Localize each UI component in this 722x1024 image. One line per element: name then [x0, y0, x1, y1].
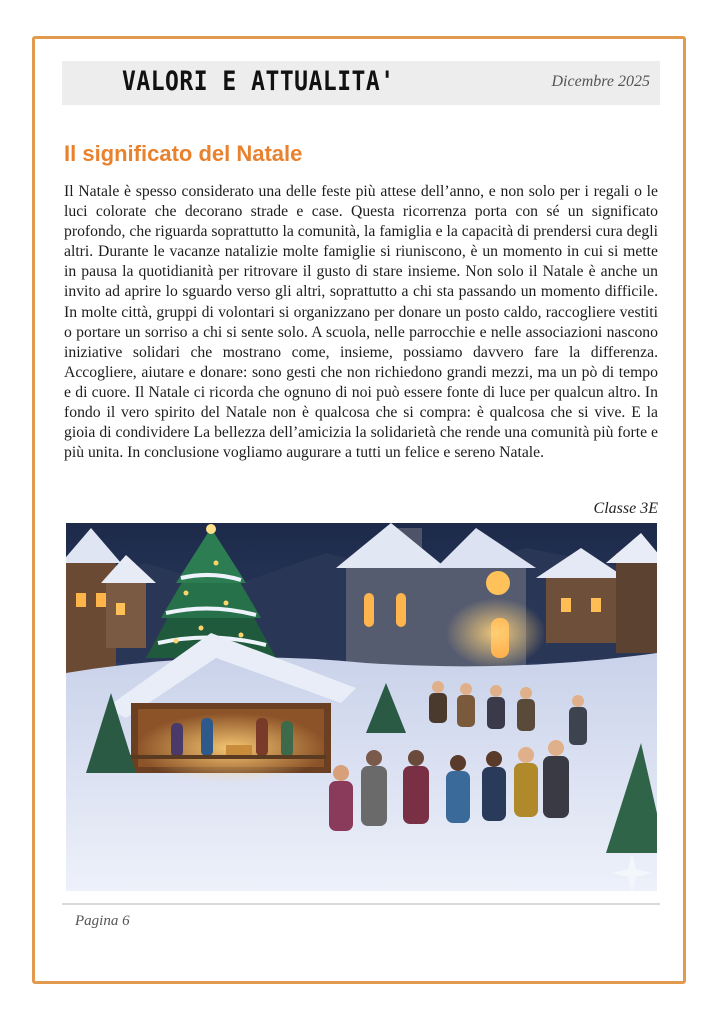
article-body: Il Natale è spesso considerato una delle feste più attese dell’anno, e non solo per i regali o le luci colorate che decorano strade e case. Questa ricorrenza porta con sé un significato profondo, che riguarda soprattutto la comunità, la famiglia e la capacità di prendersi cura degli altri. Durante le vacanze natalizie molte famiglie si riuniscono, è un momento in cui si mette in pausa la quotidianità per ritrovare il gusto di stare insieme. Non solo il Natale è anche un invito ad aprire lo sguardo verso gli altri, soprattutto a chi sta passando un momento difficile. In molte città, gruppi di volontari si organizzano per donare un posto caldo, raccogliere vestiti o portare un sorriso a chi si sente solo. A scuola, nelle parrocchie e nelle associazioni nascono iniziative solidari che mostrano come, insieme, possiamo davvero fare la differenza. Accogliere, aiutare e donare: sono gesti che non richiedono grandi mezzi, ma un pò di tempo e di cuore. Il Natale ci ricorda che ognuno di noi può essere fonte di luce per qualcun altro. In fondo il vero spirito del Natale non è qualcosa che si compra: è qualcosa che si vive. E la gioia di condividere La bellezza dell’amicizia la solidarietà che rende una comunità più forte e più unita. In conclusione vogliamo augurare a tutti un felice e sereno Natale. — [64, 183, 658, 462]
article-title: Il significato del Natale — [64, 141, 303, 166]
section-title: VALORI E ATTUALITA' — [122, 67, 395, 97]
page-number: Pagina 6 — [75, 913, 130, 929]
footer-divider — [62, 903, 660, 905]
issue-date: Dicembre 2025 — [551, 73, 650, 90]
christmas-village-illustration — [66, 523, 657, 891]
header-bar — [62, 61, 660, 105]
article-author: Classe 3E — [593, 500, 658, 517]
